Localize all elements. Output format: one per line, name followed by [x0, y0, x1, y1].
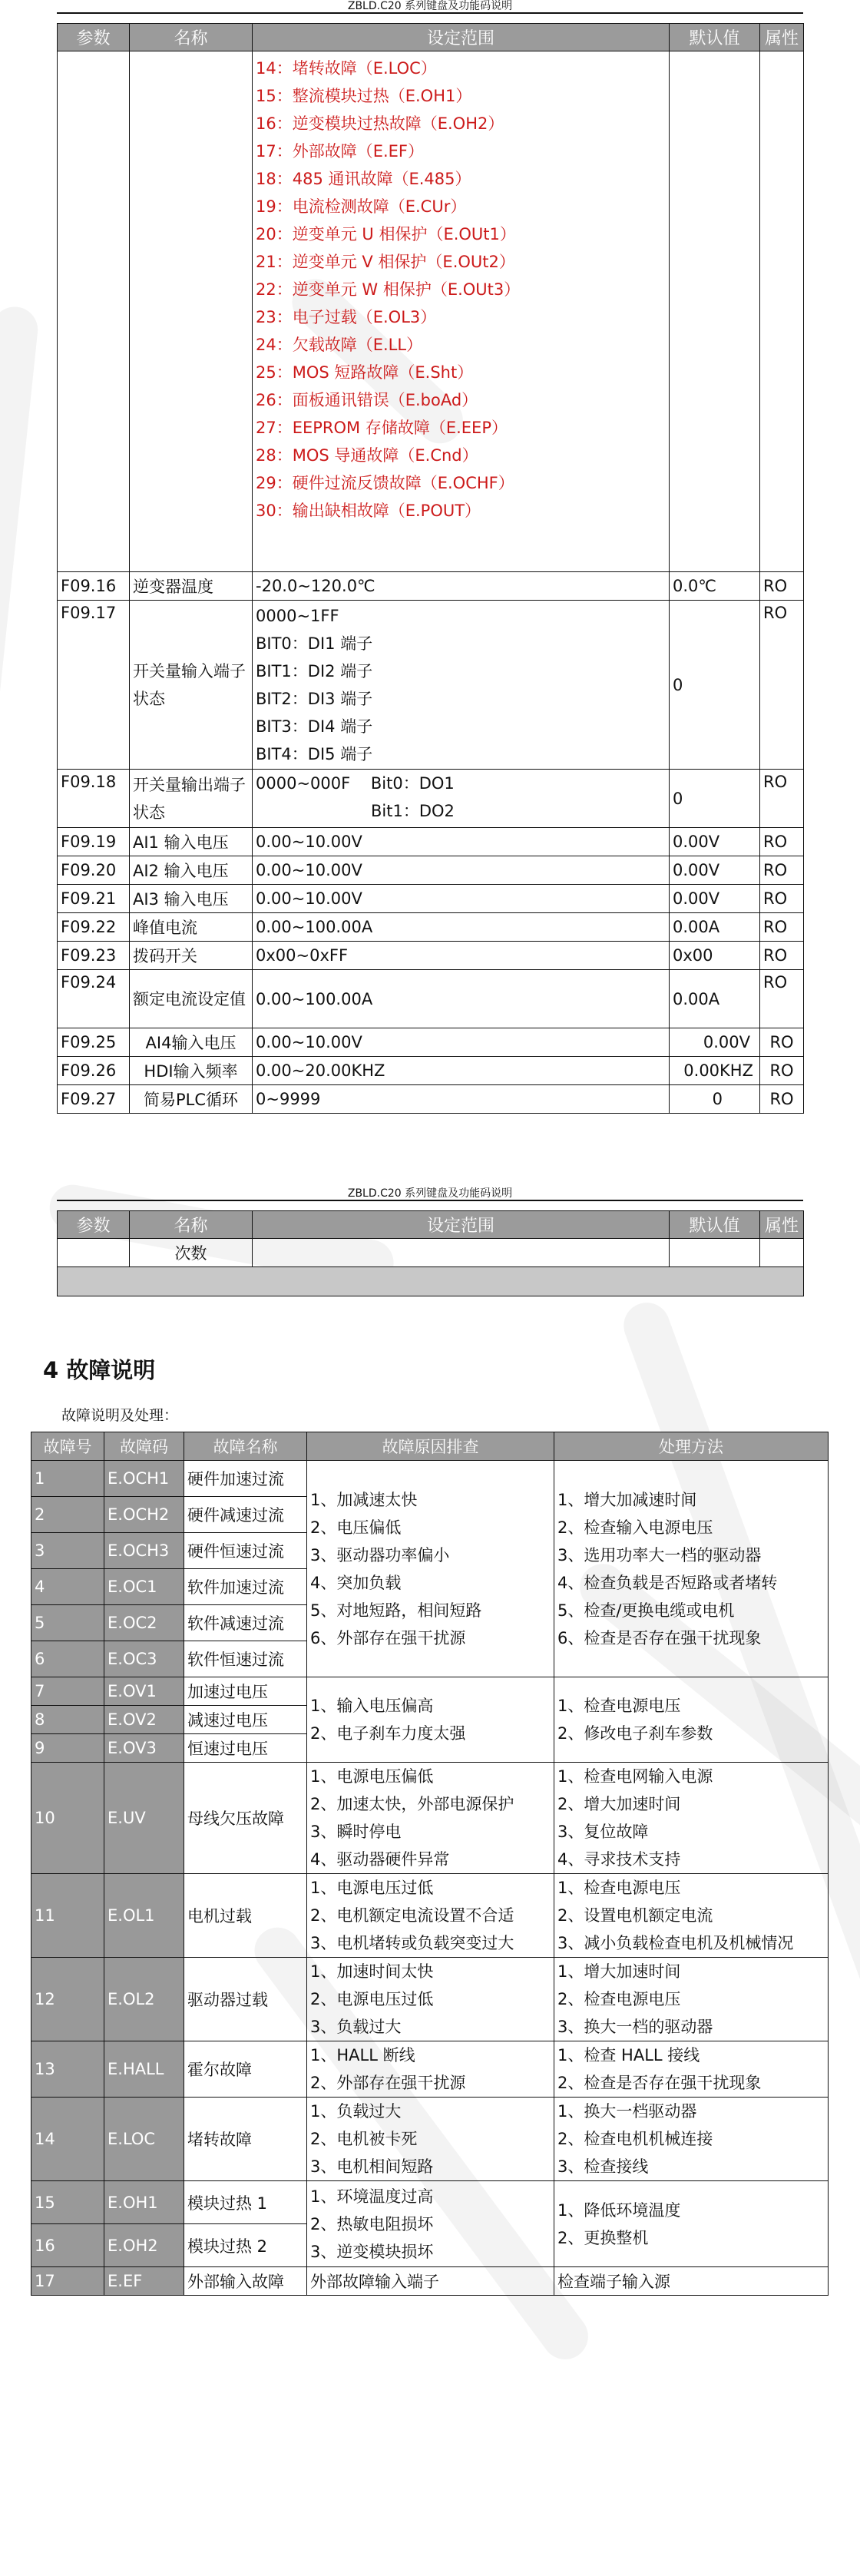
list-item: 16：逆变模块过热故障（E.OH2）	[256, 114, 504, 133]
list-item: 29：硬件过流反馈故障（E.OCHF）	[256, 474, 514, 492]
table-row: 10 E.UV 母线欠压故障 1、电源电压偏低 2、加速太快，外部电源保护 3、瞬时停电 4、驱动器硬件异常 1、检查电网输入电源 2、增大加速时间 3、复位故障 4、寻求技术支持	[31, 1763, 829, 1874]
col-header: 参数	[58, 24, 130, 51]
section-title: 4 故障说明	[43, 1357, 156, 1383]
table-row	[58, 1267, 804, 1296]
table-row: F09.25 AI4输入电压 0.00~10.00V 0.00V RO	[58, 1028, 804, 1057]
fault-code-list	[253, 51, 670, 572]
table-row: 2 E.OCH2 硬件减速过流	[31, 1497, 829, 1533]
table-row: 5 E.OC2 软件减速过流	[31, 1605, 829, 1641]
table-row: 9 E.OV3 恒速过电压	[31, 1734, 829, 1763]
col-header: 属性	[760, 1211, 804, 1239]
col-header: 设定范围	[253, 24, 670, 51]
table-row: 14 E.LOC 堵转故障 1、负载过大 2、电机被卡死 3、电机相间短路 1、换大一档驱动器 2、检查电机机械连接 3、检查接线	[31, 2098, 829, 2181]
param-table-header	[58, 24, 804, 51]
list-item: 27：EEPROM 存储故障（E.EEP）	[256, 419, 508, 437]
table-row: F09.16 逆变器温度 -20.0~120.0℃ 0.0℃ RO	[58, 572, 804, 601]
table-row: 1 E.OCH1 硬件加速过流 1、加减速太快 2、电压偏低 3、驱动器功率偏小 4、突加负载 5、对地短路，相间短路 6、外部存在强干扰源 1、增大加减速时间 2、检查输入电源电压 3、选用功率大一档的驱动器 4、检查负载是否短路或者堵转 5、检查/更换电缆或电机 6、检查是否存在强干扰现象	[31, 1461, 829, 1497]
list-item: 18：485 通讯故障（E.485）	[256, 170, 471, 188]
param-table-header	[58, 1211, 804, 1239]
table-row: F09.21 AI3 输入电压 0.00~10.00V 0.00V RO	[58, 885, 804, 913]
table-row: F09.17 开关量输入端子状态 0000~1FF BIT0：DI1 端子 BIT1：DI2 端子 BIT2：DI3 端子 BIT3：DI4 端子 BIT4：DI5 端子 0 RO	[58, 601, 804, 770]
page-header: ZBLD.C20 系列键盘及功能码说明	[57, 0, 803, 14]
param-table	[57, 23, 804, 1114]
col-header: 故障码	[104, 1432, 184, 1461]
table-row: 17 E.EF 外部输入故障 外部故障输入端子 检查端子输入源	[31, 2267, 829, 2296]
table-row: F09.24 额定电流设定值 0.00~100.00A 0.00A RO	[58, 970, 804, 1028]
table-row: 13 E.HALL 霍尔故障 1、HALL 断线 2、外部存在强干扰源 1、检查 HALL 接线 2、检查是否存在强干扰现象	[31, 2041, 829, 2098]
list-item: 23：电子过载（E.OL3）	[256, 308, 437, 326]
col-header: 故障名称	[184, 1432, 307, 1461]
param-table-continued	[57, 1210, 804, 1296]
table-row: F09.26 HDI输入频率 0.00~20.00KHZ 0.00KHZ RO	[58, 1057, 804, 1085]
table-row: F09.22 峰值电流 0.00~100.00A 0.00A RO	[58, 913, 804, 942]
col-header: 处理方法	[554, 1432, 829, 1461]
list-item: 24：欠载故障（E.LL）	[256, 336, 423, 354]
table-row: F09.19 AI1 输入电压 0.00~10.00V 0.00V RO	[58, 828, 804, 856]
col-header: 默认值	[670, 1211, 760, 1239]
table-row: 12 E.OL2 驱动器过载 1、加速时间太快 2、电源电压过低 3、负载过大 1、增大加速时间 2、检查电源电压 3、换大一档的驱动器	[31, 1958, 829, 2041]
list-item: 25：MOS 短路故障（E.Sht）	[256, 363, 474, 382]
table-row: 7 E.OV1 加速过电压 1、输入电压偏高 2、电子刹车力度太强 1、检查电源电压 2、修改电子刹车参数	[31, 1677, 829, 1706]
list-item: 26：面板通讯错误（E.boAd）	[256, 391, 478, 409]
list-item: 14：堵转故障（E.LOC）	[256, 59, 437, 78]
table-row: 3 E.OCH3 硬件恒速过流	[31, 1533, 829, 1569]
table-row: F09.18 开关量输出端子状态 0000~000F Bit0：DO1 Bit1：DO2 0 RO	[58, 770, 804, 828]
fault-table-header	[31, 1432, 829, 1461]
list-item: 17：外部故障（E.EF）	[256, 142, 425, 161]
page-header: ZBLD.C20 系列键盘及功能码说明	[57, 1187, 803, 1201]
list-item: 21：逆变单元 V 相保护（E.OUt2）	[256, 253, 515, 271]
table-row: 8 E.OV2 减速过电压	[31, 1706, 829, 1734]
table-row: F09.20 AI2 输入电压 0.00~10.00V 0.00V RO	[58, 856, 804, 885]
list-item: 22：逆变单元 W 相保护（E.OUt3）	[256, 280, 521, 299]
table-row: 11 E.OL1 电机过载 1、电源电压过低 2、电机额定电流设置不合适 3、电机堵转或负载突变过大 1、检查电源电压 2、设置电机额定电流 3、减小负载检查电机及机械情况	[31, 1874, 829, 1958]
table-row: 6 E.OC3 软件恒速过流	[31, 1641, 829, 1677]
table-row: F09.23 拨码开关 0x00~0xFF 0x00 RO	[58, 942, 804, 970]
list-item: 19：电流检测故障（E.CUr）	[256, 197, 467, 216]
col-header: 参数	[58, 1211, 130, 1239]
list-item: 15：整流模块过热（E.OH1）	[256, 87, 472, 105]
table-row	[58, 51, 804, 572]
list-item: 30：输出缺相故障（E.POUT）	[256, 502, 481, 520]
fault-table	[31, 1432, 829, 2296]
list-item: 20：逆变单元 U 相保护（E.OUt1）	[256, 225, 516, 243]
section-subtitle: 故障说明及处理：	[61, 1407, 179, 1424]
table-row: 次数	[58, 1239, 804, 1267]
col-header: 故障号	[31, 1432, 104, 1461]
table-row: 16 E.OH2 模块过热 2	[31, 2224, 829, 2267]
table-row: 15 E.OH1 模块过热 1 1、环境温度过高 2、热敏电阻损坏 3、逆变模块损坏 1、降低环境温度 2、更换整机	[31, 2181, 829, 2224]
col-header: 设定范围	[253, 1211, 670, 1239]
col-header: 名称	[130, 1211, 253, 1239]
col-header: 默认值	[670, 24, 760, 51]
table-row: F09.27 简易PLC循环 0~9999 0 RO	[58, 1085, 804, 1114]
table-row: 4 E.OC1 软件加速过流	[31, 1569, 829, 1605]
col-header: 故障原因排查	[307, 1432, 554, 1461]
col-header: 名称	[130, 24, 253, 51]
list-item: 28：MOS 导通故障（E.Cnd）	[256, 446, 478, 465]
col-header: 属性	[760, 24, 804, 51]
